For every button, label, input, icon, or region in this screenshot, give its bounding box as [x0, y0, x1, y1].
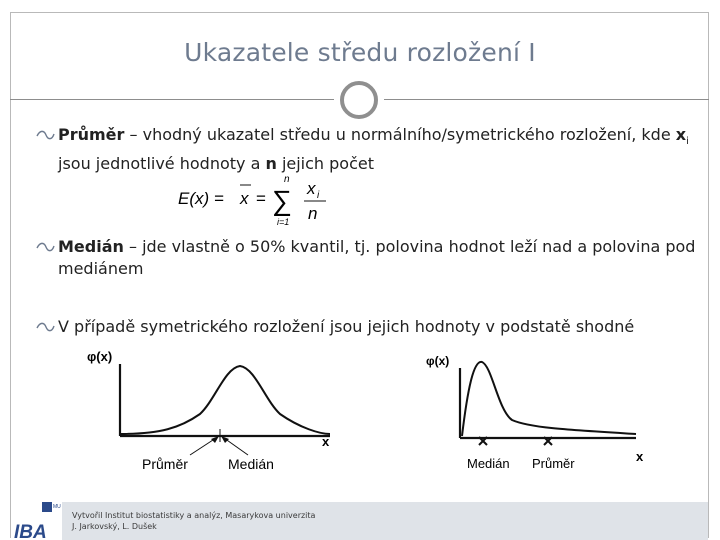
logo-block [42, 502, 52, 512]
formula-lower: i=1 [277, 217, 290, 227]
decorative-circle-icon [340, 81, 378, 119]
plot-symmetric [80, 344, 350, 476]
plot-right-label-median: Medián [467, 456, 510, 471]
title-rule-right [384, 99, 709, 100]
bullet-curl-icon [34, 124, 56, 146]
bullet-mean-desc-c: jejich počet [276, 154, 375, 174]
bullet-curl-icon [34, 316, 56, 338]
plot-left-curve [120, 366, 330, 434]
plot-left-label-median: Medián [228, 456, 274, 472]
mean-formula [176, 172, 336, 228]
formula-xbar: x [240, 189, 249, 208]
footer-bar [62, 502, 708, 540]
plot-left-arrow-mean [190, 438, 216, 455]
bullet-mean-desc-a: – vhodný ukazatel středu u normálního/symetrického rozložení, kde [124, 125, 676, 144]
logo-text: IBA [14, 522, 47, 540]
plot-right-curve [462, 362, 636, 436]
footer-line-1: Vytvořil Institut biostatistiky a analýz, Masarykova univerzita [72, 511, 316, 520]
formula-lhs: E(x) = [178, 189, 224, 208]
bullet-curl-icon [34, 236, 56, 258]
plot-right-x-label: x [636, 449, 644, 464]
plot-left-arrow-median [224, 438, 248, 455]
bullet-mean-xi-sub: i [686, 136, 689, 148]
bullet-mean [34, 124, 704, 175]
bullet-median-desc: – jde vlastně o 50% kvantil, tj. polovina hodnot leží nad a polovina pod mediánem [58, 237, 696, 278]
plot-right-y-label: φ(x) [426, 354, 450, 368]
bullet-mean-term: Průměr [58, 125, 125, 144]
bullet-symmetric-text: V případě symetrického rozložení jsou jejich hodnoty v podstatě shodné [58, 317, 635, 336]
bullet-median-text [58, 236, 704, 280]
slide-title: Ukazatele středu rozložení I [184, 38, 536, 67]
formula-den: n [308, 204, 318, 223]
bullet-mean-xi: x [675, 125, 687, 144]
formula-sigma: ∑ [272, 185, 292, 216]
bullet-median [34, 236, 704, 280]
formula-num-sub: i [317, 190, 320, 201]
bullet-mean-n: n [265, 154, 277, 174]
footer-line-2: J. Jarkovský, L. Dušek [72, 522, 157, 531]
plot-right-label-mean: Průměr [532, 456, 575, 471]
plot-left-y-label: φ(x) [87, 349, 113, 364]
plot-skewed [420, 346, 660, 474]
iba-logo [10, 498, 62, 540]
title-rule-left [10, 99, 334, 100]
bullet-symmetric [34, 316, 704, 338]
bullet-mean-text [58, 124, 704, 175]
bullet-mean-desc-b: jsou jednotlivé hodnoty a [58, 154, 266, 174]
formula-num: x [307, 179, 316, 198]
plot-left-label-mean: Průměr [142, 456, 188, 472]
bullet-median-term: Medián [58, 237, 124, 256]
logo-small-text: MU [53, 504, 61, 510]
plot-left-x-label: x [322, 434, 330, 449]
formula-upper: n [284, 174, 290, 185]
formula-eq: = [256, 189, 266, 208]
